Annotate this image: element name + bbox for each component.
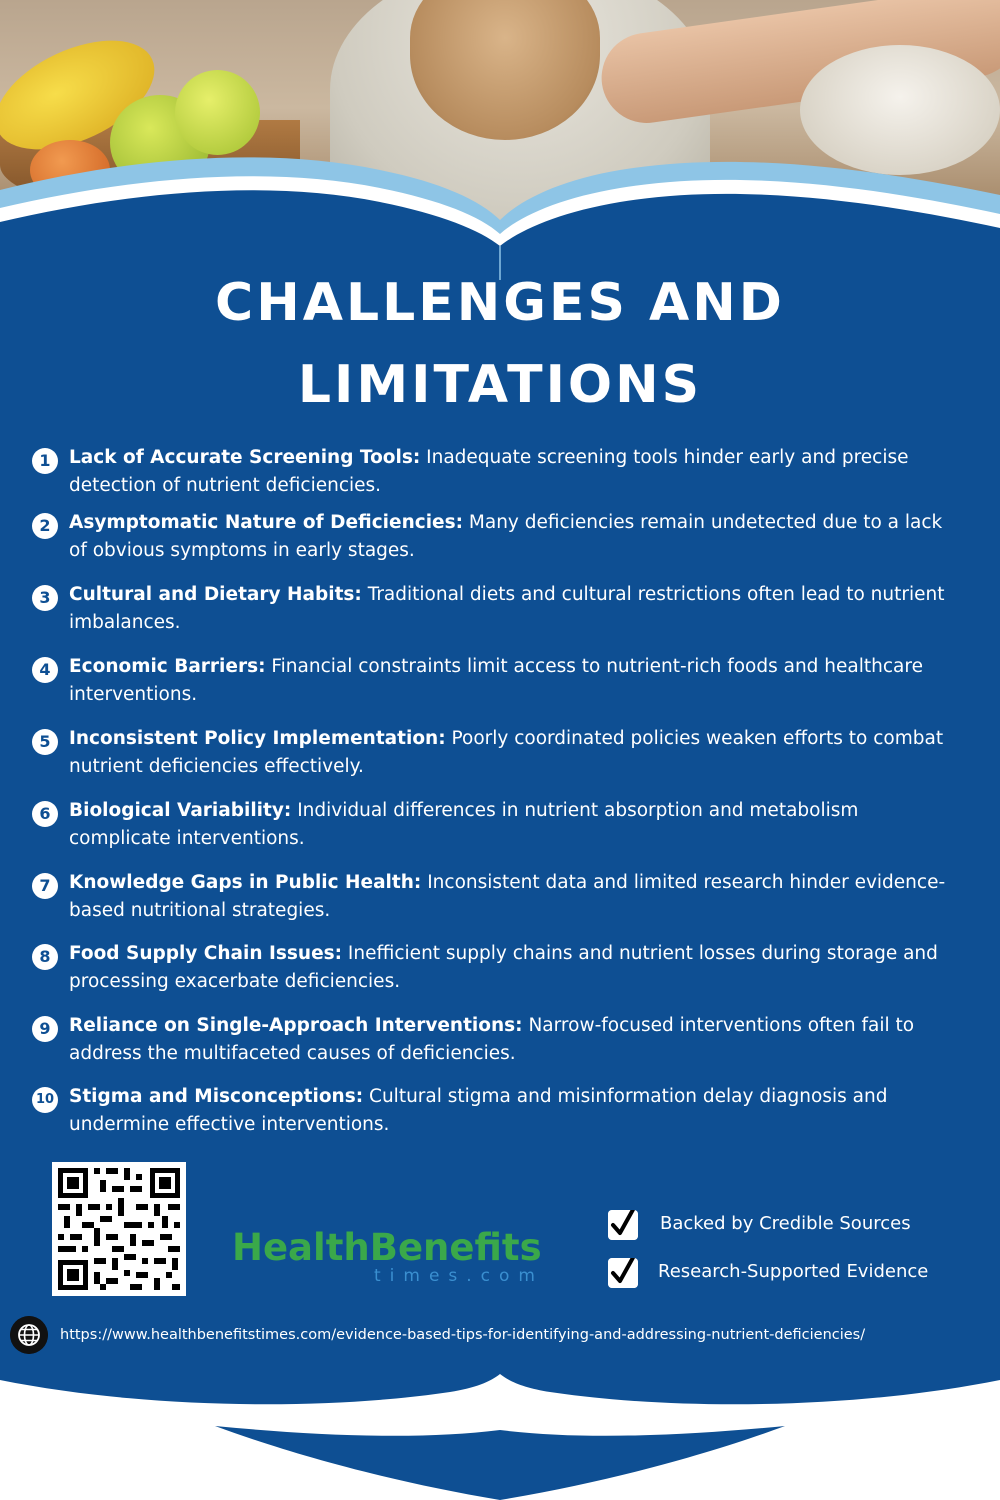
top-wave-decoration	[0, 150, 1000, 280]
item-text	[69, 869, 969, 925]
number-badge: 5	[32, 729, 58, 755]
number-badge: 2	[32, 513, 58, 539]
badge-label: Research-Supported Evidence	[658, 1261, 929, 1282]
item-body-line-2: detection of nutrient deficiencies.	[69, 475, 382, 496]
number-badge: 8	[32, 944, 58, 970]
item-text	[69, 581, 969, 637]
item-text	[69, 940, 969, 996]
item-body: Inadequate screening tools hinder early and precise	[426, 447, 909, 468]
number-badge: 9	[32, 1016, 58, 1042]
health-benefits-logo[interactable]	[232, 1226, 552, 1290]
item-body-line-2: complicate interventions.	[69, 828, 305, 849]
badge-research-evidence	[608, 1252, 988, 1292]
item-body: Inefficient supply chains and nutrient losses during storage and	[347, 943, 938, 964]
item-heading: Reliance on Single-Approach Interventions:	[69, 1015, 523, 1036]
badge-credible-sources	[608, 1204, 988, 1244]
page-title	[0, 262, 1000, 426]
item-body: Poorly coordinated policies weaken efforts to combat	[451, 728, 944, 749]
item-body-line-2: nutrient deficiencies effectively.	[69, 756, 364, 777]
number-badge: 10	[32, 1087, 58, 1113]
item-heading: Knowledge Gaps in Public Health:	[69, 872, 422, 893]
item-body: Traditional diets and cultural restrictions often lead to nutrient	[367, 584, 945, 605]
item-heading: Lack of Accurate Screening Tools:	[69, 447, 421, 468]
checkmark-icon	[608, 1258, 638, 1288]
number-badge: 7	[32, 873, 58, 899]
item-text	[69, 725, 969, 781]
item-heading: Food Supply Chain Issues:	[69, 943, 343, 964]
item-body: Inconsistent data and limited research hinder evidence-	[427, 872, 946, 893]
globe-icon	[10, 1316, 48, 1354]
checkmark-icon	[608, 1210, 638, 1240]
logo-sub-text: times.com	[374, 1266, 544, 1286]
item-body-line-2: interventions.	[69, 684, 198, 705]
item-heading: Biological Variability:	[69, 800, 292, 821]
badge-label: Backed by Credible Sources	[660, 1213, 911, 1234]
item-text	[69, 1012, 969, 1068]
qr-code-icon[interactable]	[52, 1162, 186, 1296]
bottom-wave-decoration	[0, 1370, 1000, 1500]
item-heading: Economic Barriers:	[69, 656, 266, 677]
item-body-line-2: of obvious symptoms in early stages.	[69, 540, 415, 561]
item-body-line-2: imbalances.	[69, 612, 181, 633]
item-body: Many deficiencies remain undetected due to a lack	[468, 512, 943, 533]
page-title-line-2: LIMITATIONS	[297, 355, 703, 415]
item-heading: Asymptomatic Nature of Deficiencies:	[69, 512, 464, 533]
apple-shape	[175, 70, 260, 155]
item-body: Cultural stigma and misinformation delay diagnosis and	[369, 1086, 888, 1107]
source-url-link[interactable]: https://www.healthbenefitstimes.com/evidence-based-tips-for-identifying-and-addressing-nutrient-deficiencies/	[60, 1327, 866, 1343]
item-text	[69, 797, 969, 853]
item-text	[69, 1083, 969, 1139]
item-body-line-2: based nutritional strategies.	[69, 900, 331, 921]
item-text	[69, 444, 969, 500]
page-title-line-1: CHALLENGES AND	[215, 273, 785, 333]
item-heading: Stigma and Misconceptions:	[69, 1086, 364, 1107]
item-body: Financial constraints limit access to nutrient-rich foods and healthcare	[271, 656, 923, 677]
item-body-line-2: address the multifaceted causes of deficiencies.	[69, 1043, 516, 1064]
item-text	[69, 653, 969, 709]
number-badge: 1	[32, 448, 58, 474]
item-heading: Cultural and Dietary Habits:	[69, 584, 362, 605]
number-badge: 6	[32, 801, 58, 827]
item-heading: Inconsistent Policy Implementation:	[69, 728, 446, 749]
item-body: Individual differences in nutrient absorption and metabolism	[297, 800, 859, 821]
item-text	[69, 509, 969, 565]
item-body: Narrow-focused interventions often fail to	[528, 1015, 915, 1036]
number-badge: 3	[32, 585, 58, 611]
logo-main-text: HealthBenefits	[232, 1226, 542, 1269]
item-body-line-2: processing exacerbate deficiencies.	[69, 971, 401, 992]
number-badge: 4	[32, 657, 58, 683]
item-body-line-2: undermine effective interventions.	[69, 1114, 390, 1135]
